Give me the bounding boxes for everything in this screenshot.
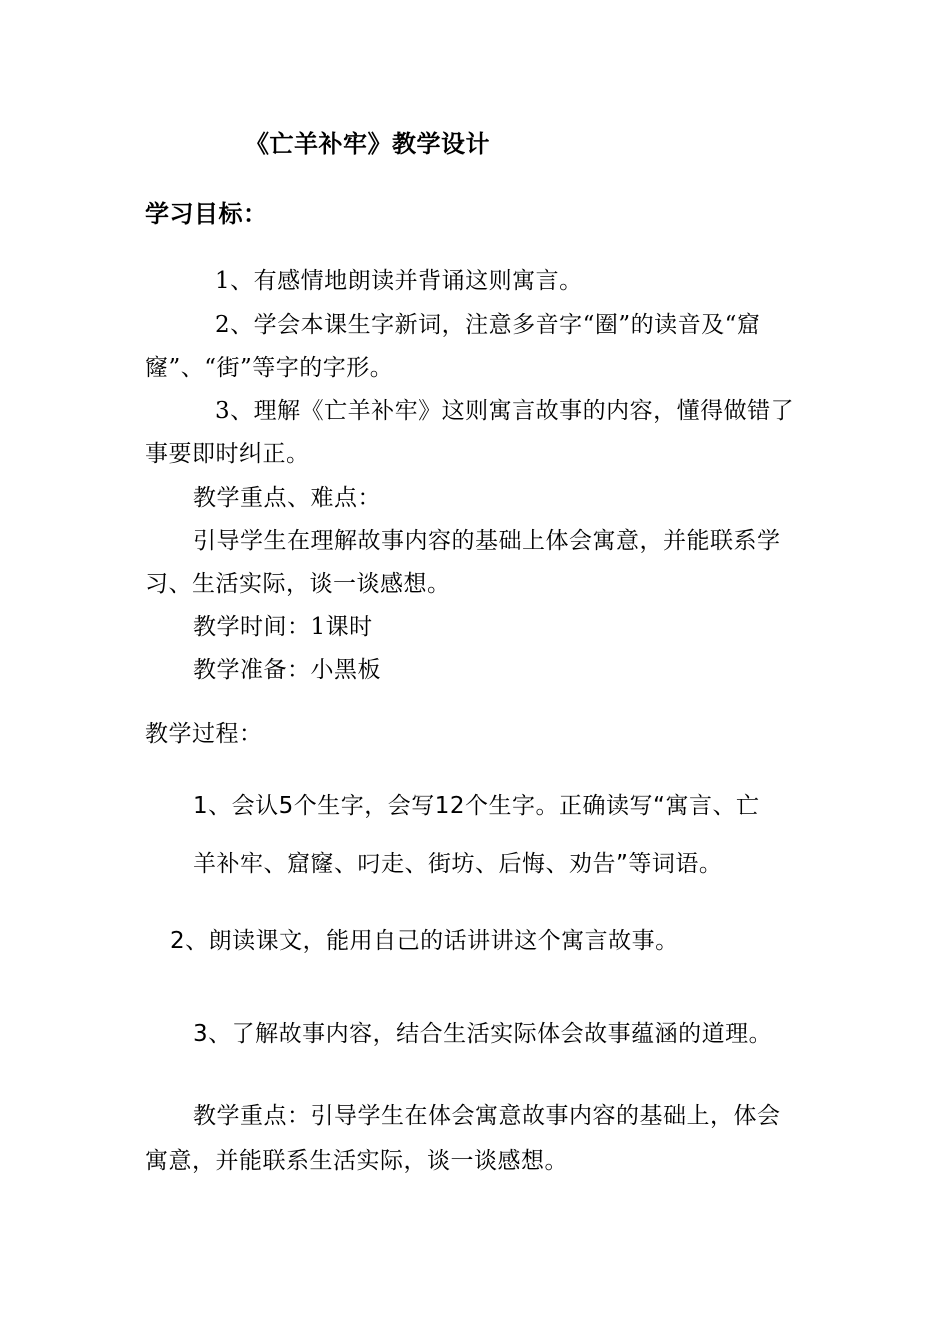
key-points-label: 教学重点、难点： [193, 485, 381, 511]
process-step-3: 3、了解故事内容，结合生活实际体会故事蕴涵的道理。 [193, 1021, 773, 1047]
objectives-heading: 学习目标： [145, 200, 268, 228]
objective-item-3-line-1: 3、理解《亡羊补牢》这则寓言故事的内容，懂得做错了 [215, 398, 795, 424]
teaching-preparation: 教学准备：小黑板 [193, 657, 381, 683]
objective-item-2-line-1: 2、学会本课生字新词，注意多音字“圈”的读音及“窟 [215, 312, 761, 338]
process-step-1-line-1: 1、会认5个生字，会写12个生字。正确读写“寓言、亡 [193, 793, 760, 819]
objective-item-2-line-2: 窿”、“街”等字的字形。 [145, 355, 394, 381]
teaching-time: 教学时间：1课时 [193, 614, 373, 640]
process-step-2: 2、朗读课文，能用自己的话讲讲这个寓言故事。 [170, 928, 679, 954]
process-heading: 教学过程： [145, 721, 263, 747]
key-points-line-2: 习、生活实际，谈一谈感想。 [145, 571, 451, 597]
process-step-1-line-2: 羊补牢、窟窿、叼走、街坊、后悔、劝告”等词语。 [193, 851, 723, 877]
page-title: 《亡羊补牢》教学设计 [245, 130, 490, 158]
objective-item-1: 1、有感情地朗读并背诵这则寓言。 [215, 268, 583, 294]
focus-line-2: 寓意，并能联系生活实际，谈一谈感想。 [145, 1148, 568, 1174]
objective-item-3-line-2: 事要即时纠正。 [145, 441, 310, 467]
key-points-line-1: 引导学生在理解故事内容的基础上体会寓意，并能联系学 [193, 528, 781, 554]
focus-line-1: 教学重点：引导学生在体会寓意故事内容的基础上，体会 [193, 1103, 781, 1129]
